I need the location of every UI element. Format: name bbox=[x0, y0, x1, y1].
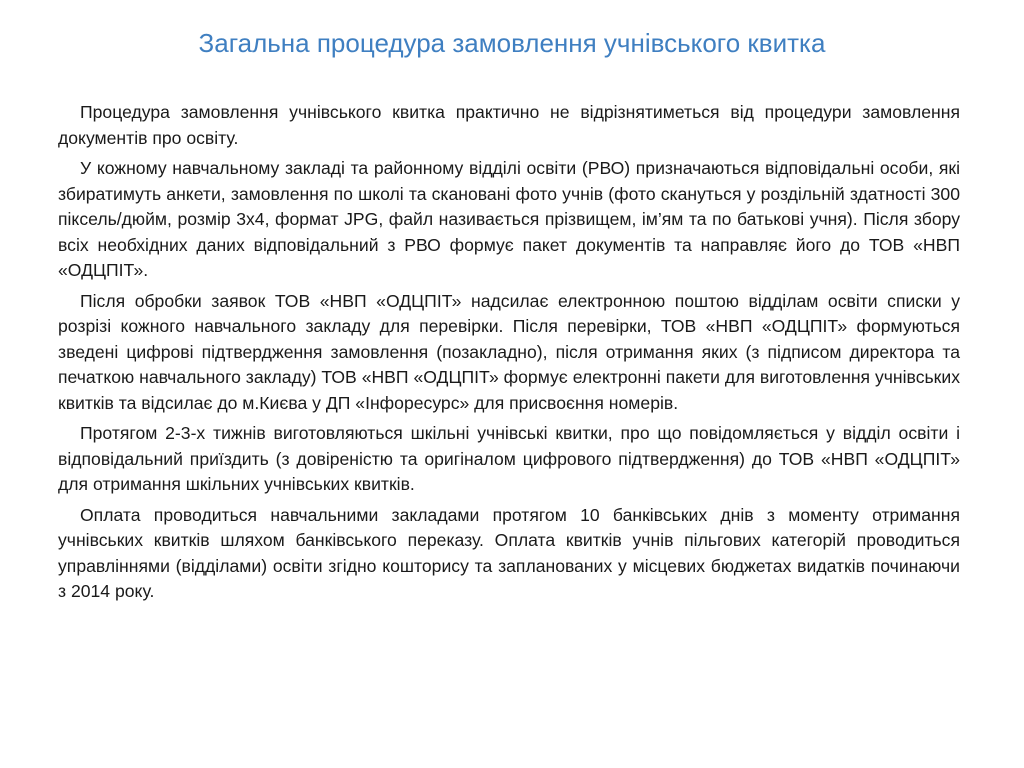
slide-body bbox=[58, 100, 960, 610]
paragraph-payment: Оплата проводиться навчальними закладами протягом 10 банківських днів з моменту отримання учнівських квитків шляхом банківського переказу. Оплата квитків учнів пільгових категорій проводиться управліннями (відділами) освіти згідно кошторису та запланованих у місцевих бюджетах видатків починаючи з 2014 року. bbox=[58, 504, 960, 601]
paragraph-responsible-persons: У кожному навчальному закладі та районному відділі освіти (РВО) призначаються відповідальні особи, які збиратимуть анкети, замовлення по школі та скановані фото учнів (фото скануться у роздільній здатності 300 піксель/дюйм, розмір 3х4, формат JPG, файл називається прізвищем, ім’ям та по батькові учня). Після збору всіх необхідних даних відповідальний з РВО формує пакет документів та направляє його до ТОВ «НВП «ОДЦПІТ». bbox=[58, 158, 960, 280]
paragraph-ordering-procedure: Процедура замовлення учнівського квитка практично не відрізнятиметься від процедури замовлення документів про освіту. bbox=[58, 102, 960, 148]
paragraph-processing: Після обробки заявок ТОВ «НВП «ОДЦПІТ» надсилає електронною поштою відділам освіти списки у розрізі кожного навчального закладу для перевірки. Після перевірки, ТОВ «НВП «ОДЦПІТ» формуються зведені цифрові підтвердження замовлення (позакладно), після отримання яких (з підписом директора та печаткою навчального закладу) ТОВ «НВП «ОДЦПІТ» формує електронні пакети для виготовлення учнівських квитків та відсилає до м.Києва у ДП «Інфоресурс» для присвоєння номерів. bbox=[58, 290, 960, 413]
slide-title: Загальна процедура замовлення учнівського квитка bbox=[198, 28, 826, 58]
paragraph-production: Протягом 2-3-х тижнів виготовляються шкільні учнівські квитки, про що повідомляється у відділ освіти і відповідальний приїздить (з довіреністю та оригіналом цифрового підтвердження) до ТОВ «НВП «ОДЦПІТ» для отримання шкільних учнівських квитків. bbox=[58, 423, 960, 494]
